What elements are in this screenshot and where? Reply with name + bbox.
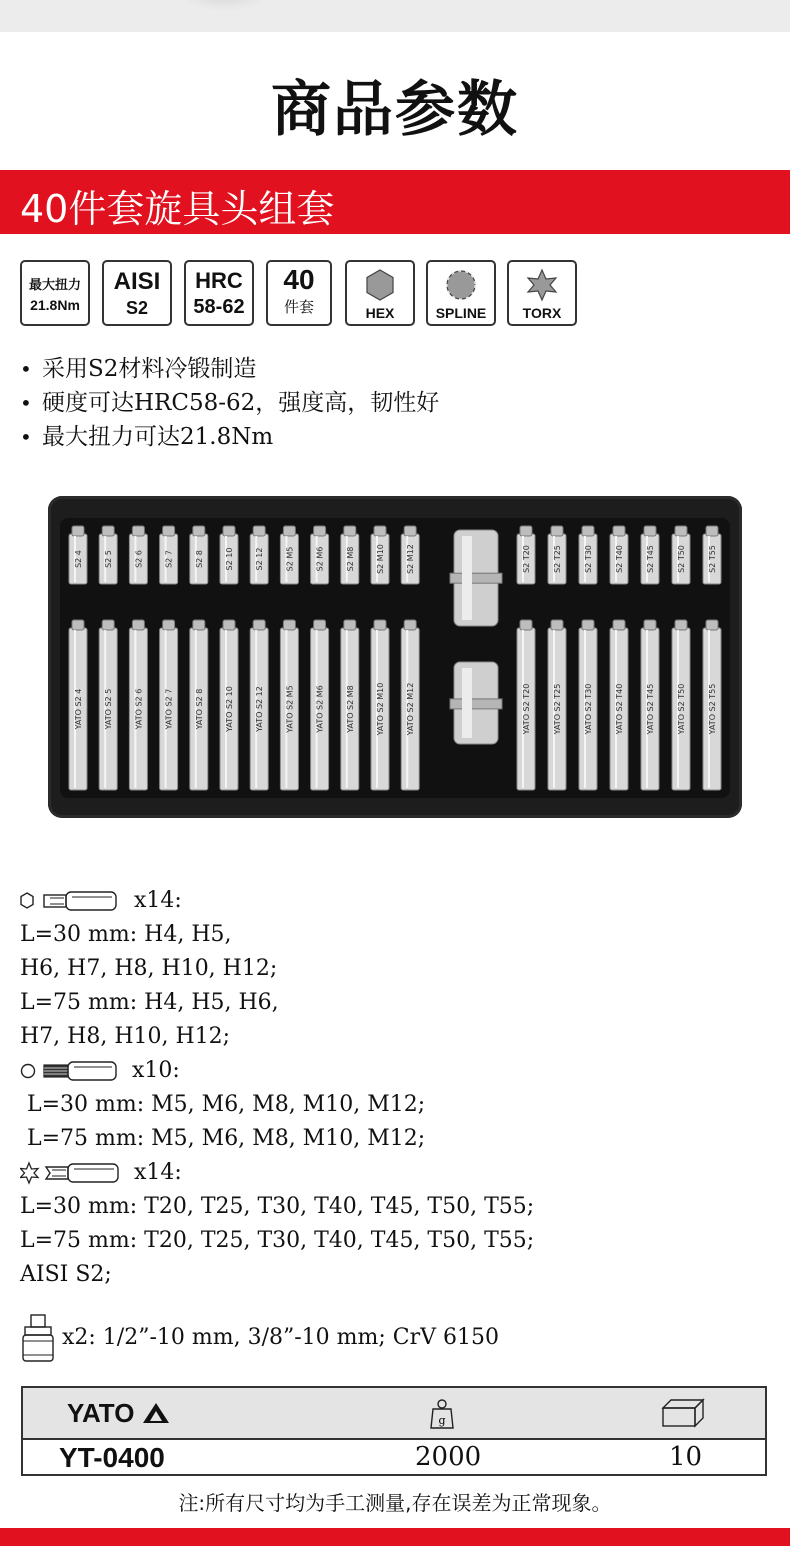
spline-bits-header <box>20 1054 534 1088</box>
socket-adapter <box>450 530 502 626</box>
spec-line: AISI S2; <box>20 1262 112 1287</box>
long-spline-bit <box>311 620 329 790</box>
long-hex-bit <box>129 620 147 790</box>
table-header-row <box>23 1388 765 1440</box>
bit-label: YATO S2 T40 <box>615 683 624 735</box>
feature-item: • 最大扭力可达21.8Nm <box>20 420 439 454</box>
long-torx-bit <box>641 620 659 790</box>
torque-badge <box>20 260 90 326</box>
torque-badge-value: 21.8Nm <box>30 297 80 313</box>
bit-label: S2 T45 <box>646 545 655 573</box>
next-section-bar <box>0 1528 790 1546</box>
short-spline-bit <box>371 526 389 584</box>
bit-label: YATO S2 T50 <box>677 683 686 735</box>
aisi-badge-label: AISI <box>113 268 161 295</box>
weight-icon <box>429 1398 455 1430</box>
short-hex-bit <box>160 526 178 584</box>
short-hex-bit <box>220 526 238 584</box>
bit-label: S2 T55 <box>708 545 717 573</box>
page-title: 商品参数 <box>271 75 519 145</box>
short-torx-bit <box>517 526 535 584</box>
brand-logo <box>67 1398 170 1429</box>
long-hex-bit <box>250 620 268 790</box>
hrc-badge <box>184 260 254 326</box>
long-torx-bit <box>579 620 597 790</box>
feature-text: 最大扭力可达21.8Nm <box>42 424 274 450</box>
spec-line: L=30 mm: T20, T25, T30, T40, T45, T50, T55; <box>20 1194 535 1219</box>
short-hex-bit <box>69 526 87 584</box>
feature-text: 硬度可达HRC58-62，强度高，韧性好 <box>42 390 440 416</box>
adapter-icon <box>20 1313 56 1363</box>
weight-unit-label: g <box>438 1414 446 1427</box>
box-icon <box>661 1398 705 1428</box>
long-torx-bit <box>517 620 535 790</box>
bit-label: YATO S2 T30 <box>584 683 593 735</box>
hrc-badge-value: 58-62 <box>193 296 245 318</box>
bit-label: S2 8 <box>194 550 204 568</box>
bit-label: YATO S2 M5 <box>285 685 295 733</box>
spline-badge <box>426 260 496 326</box>
long-spline-bit <box>341 620 359 790</box>
long-spline-bit <box>280 620 298 790</box>
spec-line: L=75 mm: M5, M6, M8, M10, M12; <box>20 1126 426 1151</box>
long-torx-bit <box>548 620 566 790</box>
spec-line: L=75 mm: T20, T25, T30, T40, T45, T50, T55; <box>20 1228 535 1253</box>
bit-label: S2 4 <box>74 550 83 568</box>
bit-label: YATO S2 M10 <box>376 682 385 736</box>
spec-line: L=30 mm: H4, H5, <box>20 922 232 947</box>
long-hex-bit <box>69 620 87 790</box>
long-torx-bit <box>672 620 690 790</box>
long-spline-bit <box>401 620 419 790</box>
brand-text: YATO <box>67 1398 135 1428</box>
short-torx-bit <box>703 526 721 584</box>
bit-label: S2 T30 <box>584 545 593 573</box>
bit-label: YATO S2 T55 <box>708 683 717 735</box>
spec-details <box>20 884 534 1364</box>
adapter-spec: x2: 1/2”-10 mm, 3/8”-10 mm; CrV 6150 <box>62 1325 500 1350</box>
box-icon-cell <box>661 1398 705 1435</box>
bit-label: S2 12 <box>255 547 265 571</box>
spline-badge-label: SPLINE <box>435 305 487 321</box>
short-spline-bit <box>401 526 419 584</box>
spec-line: L=30 mm: M5, M6, M8, M10, M12; <box>20 1092 426 1117</box>
torx-badge-label: TORX <box>522 305 562 321</box>
bit-label: YATO S2 T25 <box>553 683 562 735</box>
short-spline-bit <box>341 526 359 584</box>
piece-count-badge <box>266 260 332 326</box>
socket-adapter <box>450 662 502 744</box>
spec-line: H7, H8, H10, H12; <box>20 1024 231 1049</box>
long-hex-bit <box>99 620 117 790</box>
short-torx-bit <box>579 526 597 584</box>
spline-count: x10: <box>132 1058 180 1083</box>
weight-icon-cell <box>429 1398 455 1437</box>
section-title-bar <box>0 170 790 234</box>
hex-bit-icon <box>20 889 124 913</box>
top-image-strip <box>0 0 790 32</box>
feature-item: • 采用S2材料冷锻制造 <box>20 352 439 386</box>
long-hex-bit <box>160 620 178 790</box>
bit-label: S2 M5 <box>285 546 295 572</box>
bit-label: YATO S2 12 <box>255 686 265 732</box>
short-hex-bit <box>190 526 208 584</box>
spec-line: L=75 mm: H4, H5, H6, <box>20 990 279 1015</box>
yato-logo-icon <box>142 1402 170 1424</box>
bit-label: S2 T25 <box>553 545 562 573</box>
hrc-badge-label: HRC <box>195 268 243 293</box>
hex-badge <box>345 260 415 326</box>
long-hex-bit <box>220 620 238 790</box>
bit-label: S2 T40 <box>615 545 624 573</box>
torx-count: x14: <box>134 1160 182 1185</box>
spline-icon <box>444 268 478 302</box>
adapter-row <box>20 1312 534 1364</box>
piece-count-value: 40 <box>283 264 315 295</box>
hex-badge-label: HEX <box>365 305 395 321</box>
short-hex-bit <box>129 526 147 584</box>
bit-label: S2 7 <box>164 550 174 568</box>
bit-label: YATO S2 M12 <box>406 682 416 736</box>
short-torx-bit <box>641 526 659 584</box>
weight-value: 2000 <box>415 1442 482 1472</box>
torx-bit-icon <box>20 1161 124 1185</box>
torx-badge <box>507 260 577 326</box>
long-hex-bit <box>190 620 208 790</box>
hex-bits-header <box>20 884 534 918</box>
bit-label: YATO S2 7 <box>164 688 174 730</box>
hexagon-icon <box>363 268 397 302</box>
tray-bits-drawing <box>48 496 742 818</box>
long-spline-bit <box>371 620 389 790</box>
bit-label: S2 M12 <box>406 544 416 574</box>
bit-label: S2 M10 <box>376 544 385 574</box>
quantity-value: 10 <box>669 1442 703 1472</box>
bit-label: S2 M8 <box>345 546 355 572</box>
bit-label: YATO S2 M6 <box>315 685 325 733</box>
piece-count-label: 件套 <box>283 298 314 316</box>
bit-label: S2 M6 <box>315 546 325 572</box>
bit-label: S2 10 <box>225 547 234 571</box>
short-spline-bit <box>311 526 329 584</box>
product-info-table <box>21 1386 767 1476</box>
bit-label: YATO S2 T45 <box>646 683 655 735</box>
aisi-badge-value: S2 <box>125 298 149 318</box>
short-spline-bit <box>280 526 298 584</box>
measurement-note: 注:所有尺寸均为手工测量,存在误差为正常现象。 <box>178 1491 612 1515</box>
bit-set-tray-image <box>48 496 742 818</box>
short-torx-bit <box>610 526 628 584</box>
spec-line: H6, H7, H8, H10, H12; <box>20 956 278 981</box>
feature-text: 采用S2材料冷锻制造 <box>42 356 257 382</box>
torque-badge-label: 最大扭力 <box>28 277 81 292</box>
short-hex-bit <box>250 526 268 584</box>
feature-item: • 硬度可达HRC58-62，强度高，韧性好 <box>20 386 439 420</box>
bit-label: S2 5 <box>104 550 114 568</box>
torx-bits-header <box>20 1156 534 1190</box>
torx-star-icon <box>525 268 559 302</box>
model-number: YT-0400 <box>59 1442 165 1473</box>
section-title: 40件套旋具头组套 <box>20 187 335 231</box>
feature-list <box>20 352 439 454</box>
short-torx-bit <box>672 526 690 584</box>
bit-label: YATO S2 8 <box>194 688 204 730</box>
bit-label: YATO S2 T20 <box>522 683 531 735</box>
bit-label: YATO S2 4 <box>74 688 83 730</box>
long-torx-bit <box>610 620 628 790</box>
bit-label: YATO S2 10 <box>225 686 234 732</box>
bit-label: S2 T20 <box>522 545 531 573</box>
short-hex-bit <box>99 526 117 584</box>
short-torx-bit <box>548 526 566 584</box>
long-torx-bit <box>703 620 721 790</box>
bit-label: YATO S2 M8 <box>345 685 355 733</box>
spline-bit-icon <box>20 1059 122 1083</box>
bit-label: YATO S2 5 <box>104 688 114 730</box>
bit-label: S2 T50 <box>677 545 686 573</box>
bit-label: S2 6 <box>134 550 144 568</box>
bit-label: YATO S2 6 <box>134 688 144 730</box>
product-image-edge <box>180 0 270 10</box>
aisi-badge <box>102 260 172 326</box>
hex-count: x14: <box>134 888 182 913</box>
